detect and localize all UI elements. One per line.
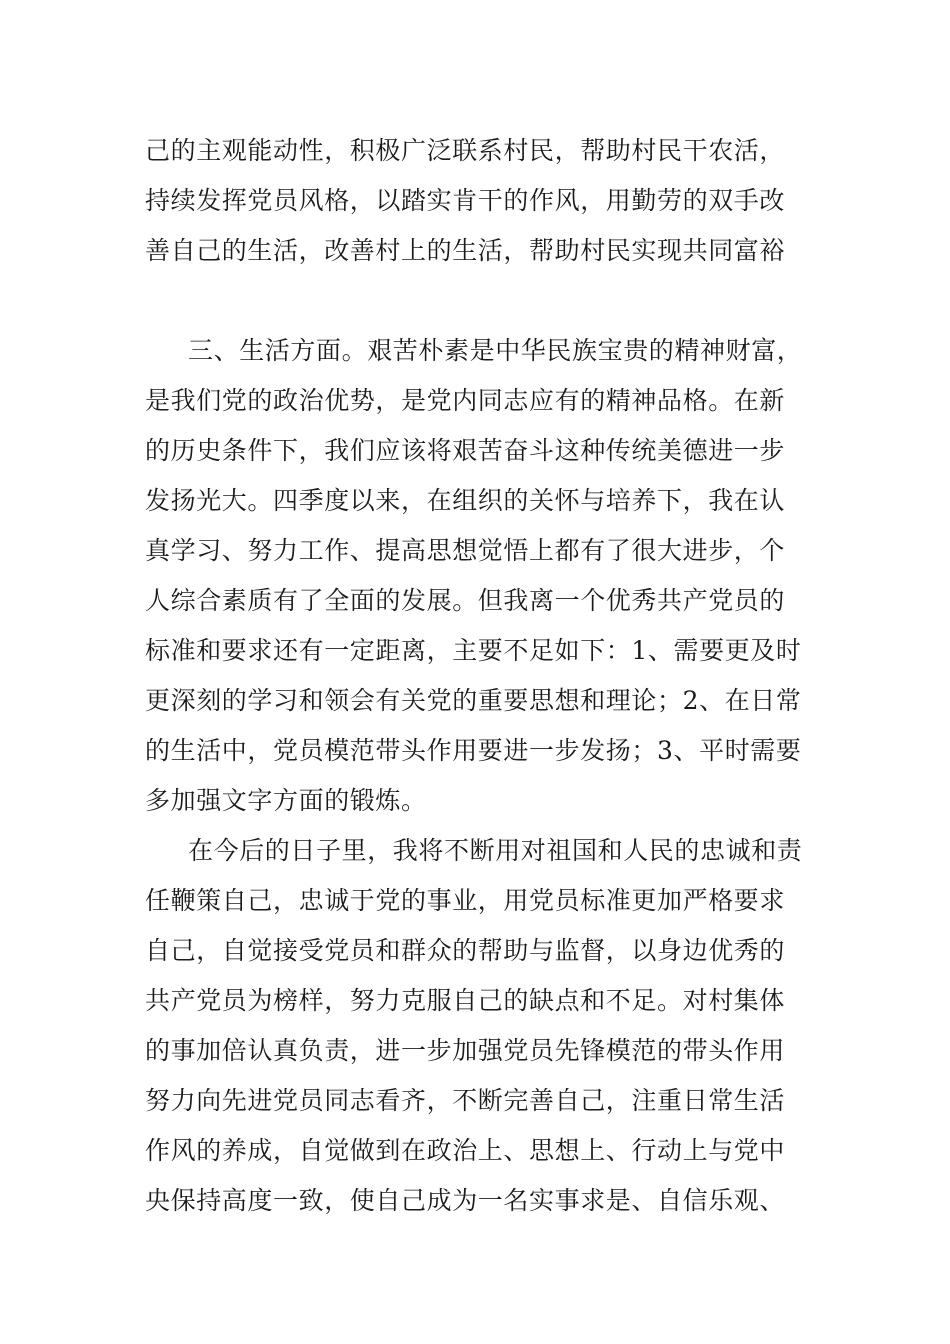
text-line: 作风的养成，自觉做到在政治上、思想上、行动上与党中 (145, 1136, 786, 1165)
text-line: 的生活中，党员模范带头作用要进一步发扬；3、平时需要 (145, 736, 802, 765)
text-line: 自己，自觉接受党员和群众的帮助与监督，以身边优秀的 (145, 936, 786, 965)
text-line: 善自己的生活，改善村上的生活，帮助村民实现共同富裕 (145, 236, 786, 265)
text-line: 共产党员为榜样，努力克服自己的缺点和不足。对村集体 (145, 986, 786, 1015)
text-line: 三、生活方面。艰苦朴素是中华民族宝贵的精神财富， (188, 336, 803, 365)
text-line: 在今后的日子里，我将不断用对祖国和人民的忠诚和责 (188, 836, 803, 865)
text-line: 更深刻的学习和领会有关党的重要思想和理论；2、在日常 (145, 686, 802, 715)
text-line: 任鞭策自己，忠诚于党的事业，用党员标准更加严格要求 (145, 886, 786, 915)
text-line: 持续发挥党员风格，以踏实肯干的作风，用勤劳的双手改 (145, 186, 786, 215)
text-line: 标准和要求还有一定距离，主要不足如下：1、需要更及时 (145, 636, 802, 665)
text-line: 央保持高度一致，使自己成为一名实事求是、自信乐观、 (145, 1186, 786, 1215)
text-line: 努力向先进党员同志看齐，不断完善自己，注重日常生活 (145, 1086, 786, 1115)
text-line: 己的主观能动性，积极广泛联系村民，帮助村民干农活， (145, 136, 786, 165)
text-line: 的事加倍认真负责，进一步加强党员先锋模范的带头作用 (145, 1036, 786, 1065)
text-line: 真学习、努力工作、提高思想觉悟上都有了很大进步，个 (145, 536, 786, 565)
text-line: 是我们党的政治优势，是党内同志应有的精神品格。在新 (145, 386, 786, 415)
text-line: 发扬光大。四季度以来，在组织的关怀与培养下，我在认 (145, 486, 786, 515)
text-line: 的历史条件下，我们应该将艰苦奋斗这种传统美德进一步 (145, 436, 786, 465)
text-line: 人综合素质有了全面的发展。但我离一个优秀共产党员的 (145, 586, 786, 615)
text-line: 多加强文字方面的锻炼。 (145, 786, 427, 815)
